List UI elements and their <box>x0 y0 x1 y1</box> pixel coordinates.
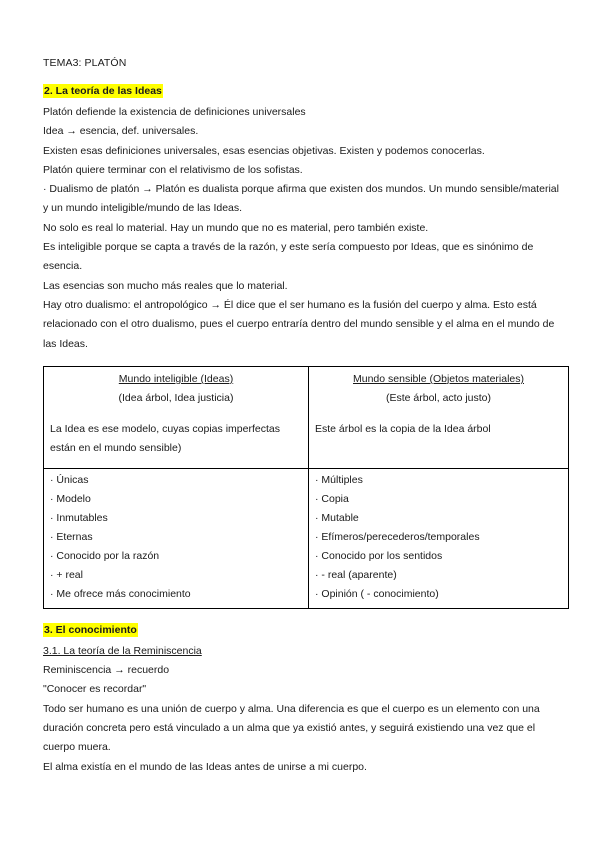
paragraph: Es inteligible porque se capta a través de la razón, y este sería compuesto por Ideas, que es sinónimo de esencia. <box>43 241 534 273</box>
cell-intelligible-properties <box>44 468 309 608</box>
cell-sensible-properties <box>309 468 569 608</box>
list-item: · Me ofrece más conocimiento <box>50 587 191 600</box>
paragraph: El alma existía en el mundo de las Ideas antes de unirse a mi cuerpo. <box>43 760 367 773</box>
column-example: (Idea árbol, Idea justicia) <box>118 391 234 404</box>
list-item: · Inmutables <box>50 511 108 524</box>
paragraph: Existen esas definiciones universales, esas esencias objetivas. Existen y podemos conocerlas. <box>43 144 485 157</box>
document-title: TEMA3: PLATÓN <box>43 57 127 69</box>
property-list <box>50 471 302 604</box>
section-3-heading <box>43 623 563 637</box>
column-description: Este árbol es la copia de la Idea árbol <box>315 422 491 435</box>
column-example: (Este árbol, acto justo) <box>385 391 492 404</box>
list-item: · Opinión ( - conocimiento) <box>315 587 439 600</box>
list-item: · + real <box>50 568 83 581</box>
paragraph: No solo es real lo material. Hay un mundo que no es material, pero también existe. <box>43 221 429 234</box>
cell-intelligible-world <box>44 366 309 468</box>
column-header: Mundo inteligible (Ideas) <box>118 372 234 385</box>
section-3-1-subheading: 3.1. La teoría de la Reminiscencia <box>43 644 202 657</box>
section-3-heading-text: 3. El conocimiento <box>44 623 137 636</box>
column-description: La Idea es ese modelo, cuyas copias imperfectas están en el mundo sensible) <box>50 422 280 454</box>
paragraph: "Conocer es recordar" <box>43 683 147 696</box>
list-item: · Efímeros/perecederos/temporales <box>315 530 480 543</box>
list-item: · Conocido por la razón <box>50 549 160 562</box>
list-item: · Únicas <box>50 473 89 486</box>
section-2-heading-text: 2. La teoría de las Ideas <box>44 85 162 97</box>
paragraph: Todo ser humano es una unión de cuerpo y alma. Una diferencia es que el cuerpo es un elemento con una duración concreta pero está vinculado a un alma que ya existió antes, y seguirá existiendo una vez que el cuerpo muera. <box>43 702 540 754</box>
document-body <box>43 56 563 777</box>
list-item: · Conocido por los sentidos <box>315 549 443 562</box>
table-row <box>44 366 569 468</box>
cell-sensible-world <box>309 366 569 468</box>
section-2-heading <box>43 84 563 98</box>
paragraph: Las esencias son mucho más reales que lo material. <box>43 279 288 292</box>
paragraph: Hay otro dualismo: el antropológico → Él dice que el ser humano es la fusión del cuerpo y alma. Esto está relacionado con el otro dualismo, pues el cuerpo entraría dentro del mundo sensible y el alma en el mundo de las Ideas. <box>43 298 555 350</box>
list-item: · Modelo <box>50 492 91 505</box>
paragraph: Platón quiere terminar con el relativismo de los sofistas. <box>43 163 303 176</box>
column-header: Mundo sensible (Objetos materiales) <box>353 372 524 385</box>
comparison-table <box>43 366 569 609</box>
table-row <box>44 468 569 608</box>
list-item: · Eternas <box>50 530 93 543</box>
paragraph: Idea → esencia, def. universales. <box>43 125 199 138</box>
list-item: · Copia <box>315 492 349 505</box>
list-item: · Múltiples <box>315 473 363 486</box>
paragraph: · Dualismo de platón → Platón es dualista porque afirma que existen dos mundos. Un mundo sensible/material y un mundo inteligible/mundo de las Ideas. <box>43 183 559 215</box>
list-item: · Mutable <box>315 511 359 524</box>
property-list <box>315 471 562 604</box>
list-item: · - real (aparente) <box>315 568 397 581</box>
paragraph: Platón defiende la existencia de definiciones universales <box>43 106 306 118</box>
paragraph: Reminiscencia → recuerdo <box>43 664 170 677</box>
